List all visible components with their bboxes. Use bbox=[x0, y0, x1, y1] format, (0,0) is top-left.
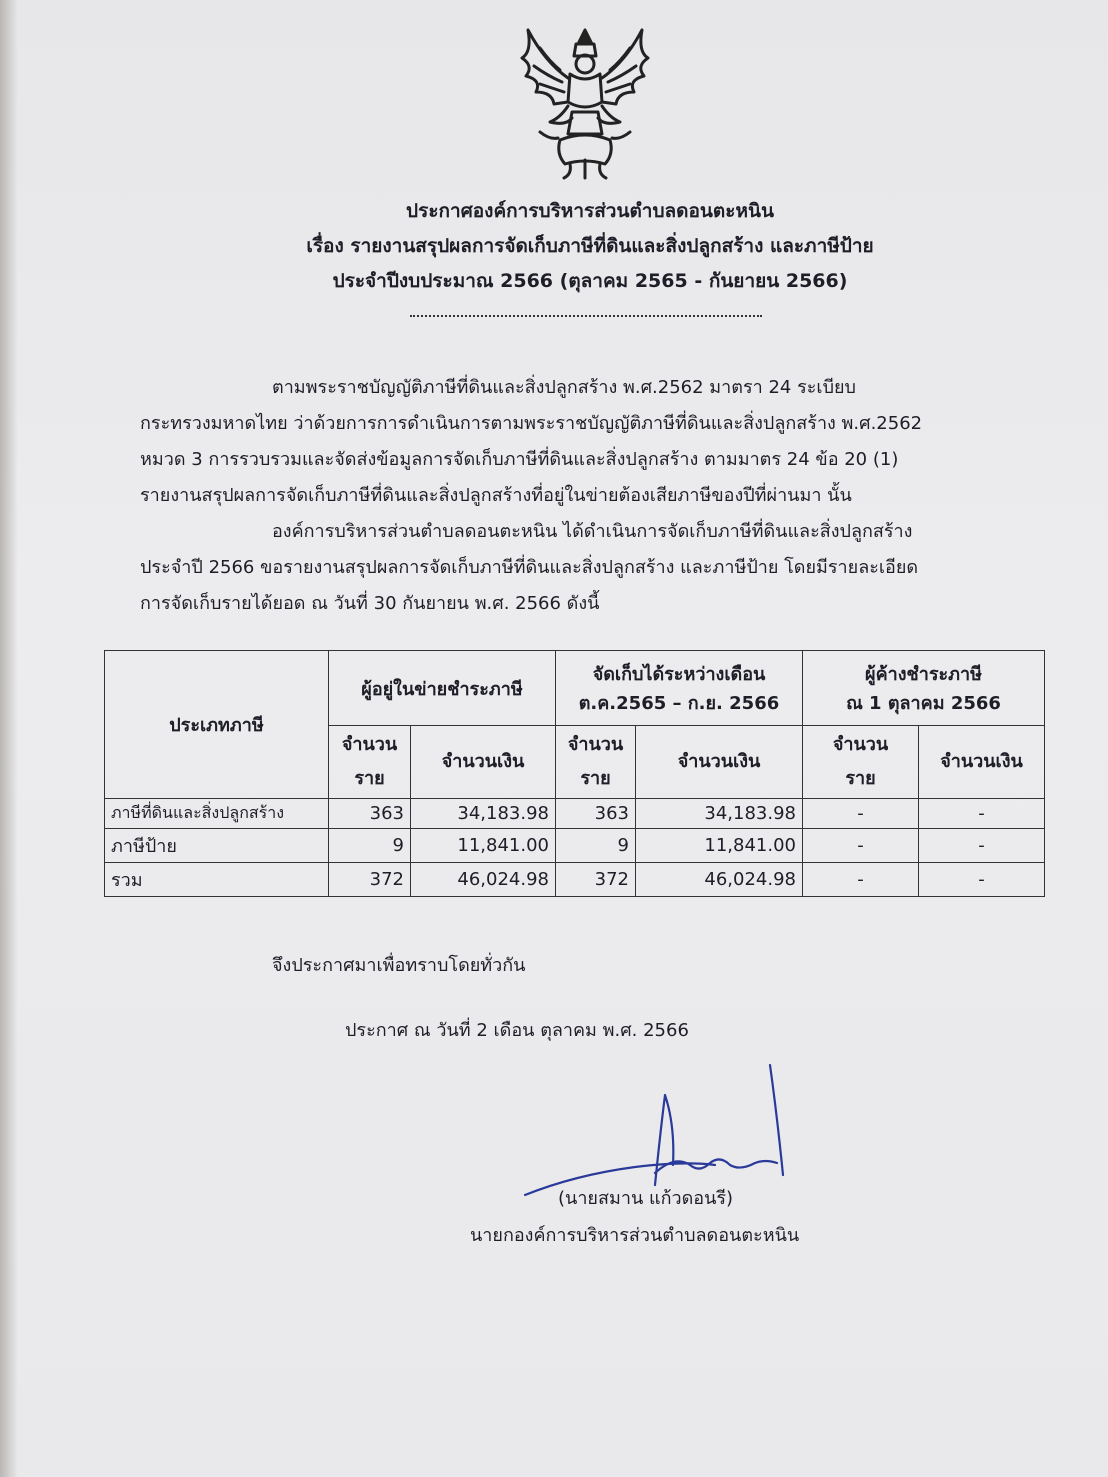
row-type: ภาษีป้าย bbox=[105, 829, 329, 863]
dotted-separator bbox=[410, 315, 762, 317]
row-amount: 34,183.98 bbox=[636, 799, 803, 829]
row-count: - bbox=[803, 799, 919, 829]
paragraph-2-line-2: ประจำปี 2566 ขอรายงานสรุปผลการจัดเก็บภาษีที่ดินและสิ่งปลูกสร้าง และภาษีป้าย โดยมีรายละเอียด bbox=[140, 557, 919, 578]
paragraph-1-line-4: รายงานสรุปผลการจัดเก็บภาษีที่ดินและสิ่งปลูกสร้างที่อยู่ในข่ายต้องเสียภาษีของปีที่ผ่านมา นั้น bbox=[140, 485, 852, 506]
row-amount: 46,024.98 bbox=[411, 863, 556, 897]
announcement-title: ประกาศองค์การบริหารส่วนตำบลดอนตะหนิน bbox=[406, 200, 774, 222]
paragraph-1-line-3: หมวด 3 การรวบรวมและจัดส่งข้อมูลการจัดเก็บภาษีที่ดินและสิ่งปลูกสร้าง ตามมาตร 24 ข้อ 20 (1) bbox=[140, 449, 899, 470]
announcement-subject: เรื่อง รายงานสรุปผลการจัดเก็บภาษีที่ดินและสิ่งปลูกสร้าง และภาษีป้าย bbox=[306, 235, 874, 257]
subheader-count: จำนวน ราย bbox=[556, 726, 636, 799]
row-amount: - bbox=[919, 829, 1045, 863]
paragraph-2-line-3: การจัดเก็บรายได้ยอด ณ วันที่ 30 กันยายน พ.ศ. 2566 ดังนี้ bbox=[140, 593, 600, 614]
row-count: 9 bbox=[556, 829, 636, 863]
paragraph-1-line-1: ตามพระราชบัญญัติภาษีที่ดินและสิ่งปลูกสร้าง พ.ศ.2562 มาตรา 24 ระเบียบ bbox=[272, 377, 856, 398]
row-count: - bbox=[803, 863, 919, 897]
header-tax-type: ประเภทภาษี bbox=[105, 651, 329, 799]
row-amount: 34,183.98 bbox=[411, 799, 556, 829]
subheader-count: จำนวน ราย bbox=[329, 726, 411, 799]
table-header-row bbox=[105, 651, 1045, 726]
fiscal-year-line: ประจำปีงบประมาณ 2566 (ตุลาคม 2565 - กันยายน 2566) bbox=[332, 270, 848, 292]
page-edge-shadow bbox=[0, 0, 18, 1477]
row-amount: 11,841.00 bbox=[636, 829, 803, 863]
garuda-emblem-icon bbox=[510, 22, 660, 182]
signer-title: นายกองค์การบริหารส่วนตำบลดอนตะหนิน bbox=[470, 1225, 800, 1246]
row-type: ภาษีที่ดินและสิ่งปลูกสร้าง bbox=[105, 799, 329, 829]
row-count: 363 bbox=[556, 799, 636, 829]
announce-line: จึงประกาศมาเพื่อทราบโดยทั่วกัน bbox=[272, 955, 526, 976]
subheader-amount: จำนวนเงิน bbox=[411, 726, 556, 799]
header-taxpayers: ผู้อยู่ในข่ายชำระภาษี bbox=[329, 651, 556, 726]
row-count: 372 bbox=[329, 863, 411, 897]
subheader-amount: จำนวนเงิน bbox=[919, 726, 1045, 799]
row-amount: 11,841.00 bbox=[411, 829, 556, 863]
signer-name: (นายสมาน แก้วดอนรี) bbox=[558, 1188, 734, 1209]
table-total-row bbox=[105, 863, 1045, 897]
header-outstanding: ผู้ค้างชำระภาษี ณ 1 ตุลาคม 2566 bbox=[803, 651, 1045, 726]
table-row bbox=[105, 829, 1045, 863]
header-collected: จัดเก็บได้ระหว่างเดือน ต.ค.2565 – ก.ย. 2566 bbox=[556, 651, 803, 726]
row-count: 9 bbox=[329, 829, 411, 863]
paragraph-2-line-1: องค์การบริหารส่วนตำบลดอนตะหนิน ได้ดำเนินการจัดเก็บภาษีที่ดินและสิ่งปลูกสร้าง bbox=[272, 521, 913, 542]
table-row bbox=[105, 799, 1045, 829]
subheader-count: จำนวน ราย bbox=[803, 726, 919, 799]
row-count: 363 bbox=[329, 799, 411, 829]
subheader-amount: จำนวนเงิน bbox=[636, 726, 803, 799]
row-count: - bbox=[803, 829, 919, 863]
tax-summary-table bbox=[104, 650, 1045, 897]
row-type: รวม bbox=[105, 863, 329, 897]
row-count: 372 bbox=[556, 863, 636, 897]
row-amount: 46,024.98 bbox=[636, 863, 803, 897]
paragraph-1-line-2: กระทรวงมหาดไทย ว่าด้วยการการดำเนินการตามพระราชบัญญัติภาษีที่ดินและสิ่งปลูกสร้าง พ.ศ.2562 bbox=[140, 413, 923, 434]
announce-date: ประกาศ ณ วันที่ 2 เดือน ตุลาคม พ.ศ. 2566 bbox=[345, 1020, 689, 1041]
row-amount: - bbox=[919, 799, 1045, 829]
row-amount: - bbox=[919, 863, 1045, 897]
